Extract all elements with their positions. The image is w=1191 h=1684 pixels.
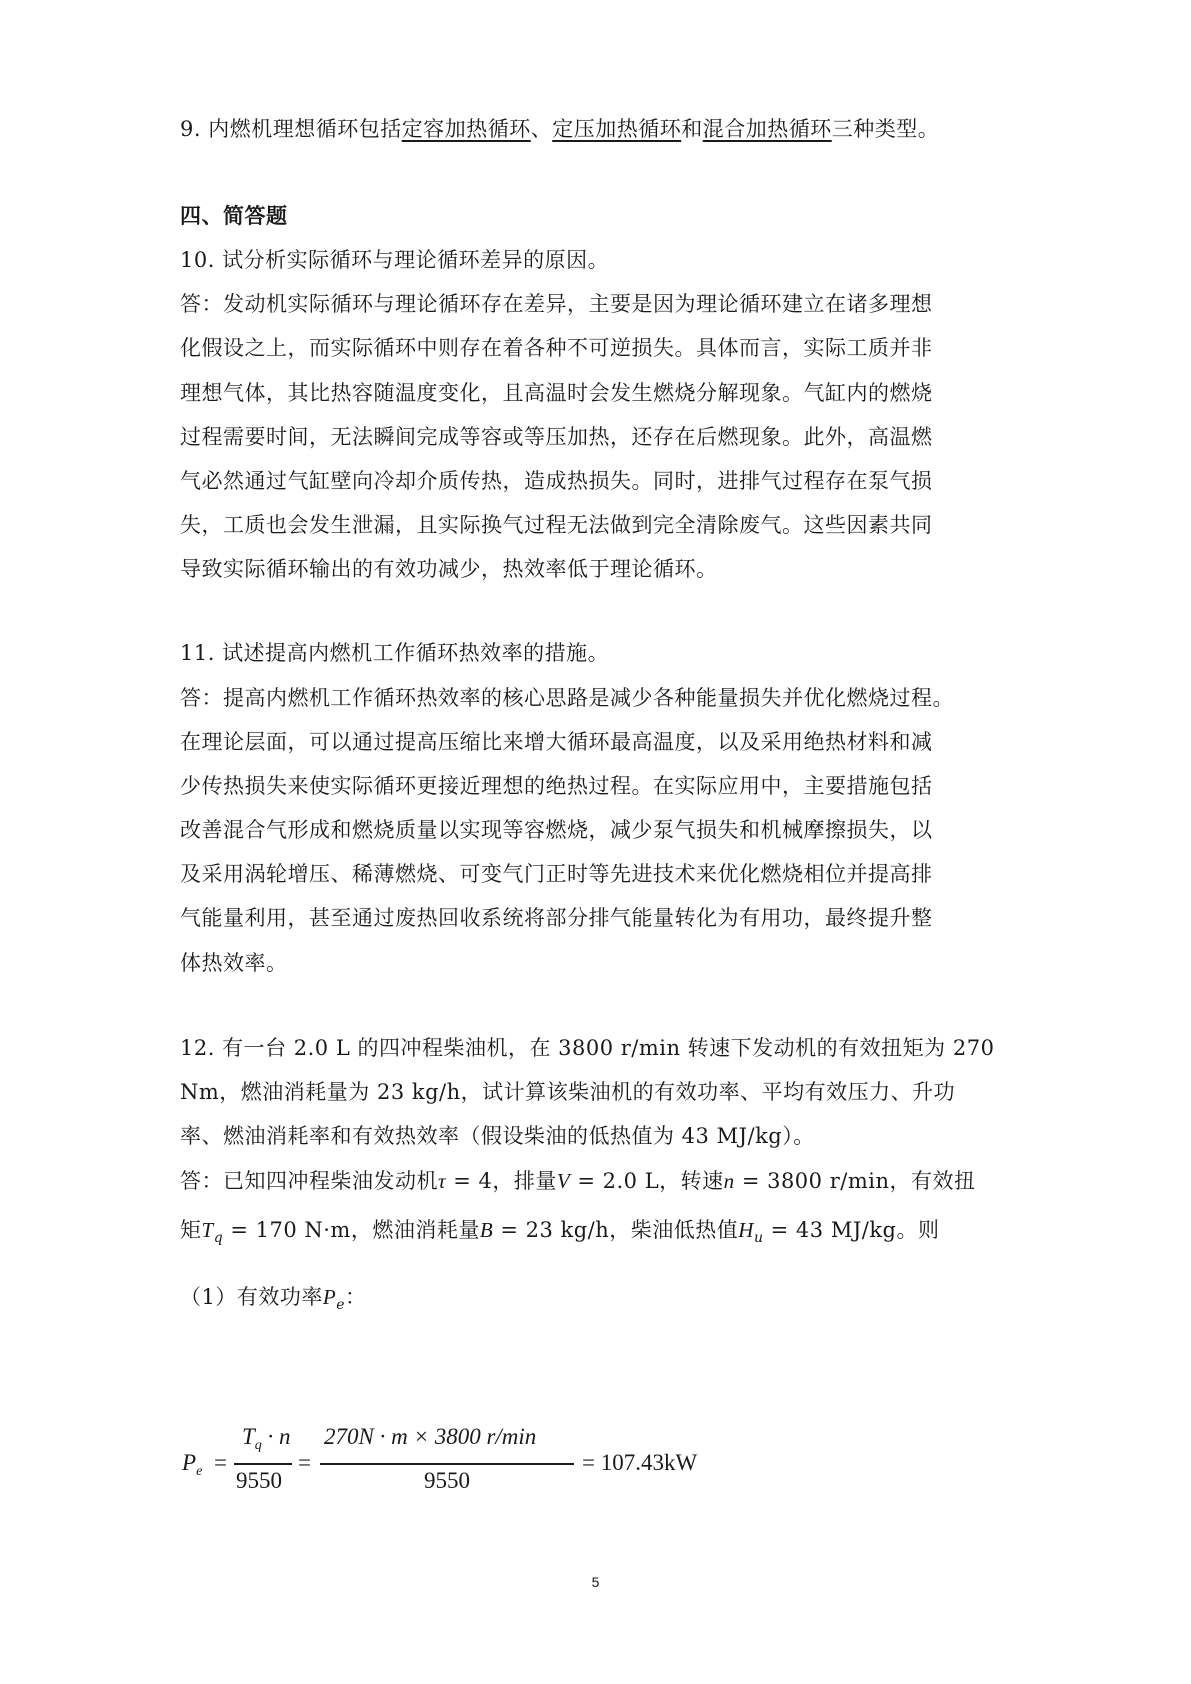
step-1-label xyxy=(180,1282,1040,1320)
item-9-answer-2: 定压加热循环 xyxy=(552,117,682,141)
answer-11-line: 体热效率。 xyxy=(180,951,288,975)
answer-11-line: 气能量利用，甚至通过废热回收系统将部分排气能量转化为有用功，最终提升整 xyxy=(180,906,933,930)
given-text: = 170 N·m，燃油消耗量 xyxy=(223,1218,480,1242)
item-9-suffix: 三种类型。 xyxy=(831,117,940,141)
formula-equals-2: = xyxy=(298,1450,311,1475)
answer-10-line: 气必然通过气缸壁向冷却介质传热，造成热损失。同时，进排气过程存在泵气损 xyxy=(180,469,933,493)
question-12-line: 12. 有一台 2.0 L 的四冲程柴油机，在 3800 r/min 转速下发动机的有效扭矩为 270 xyxy=(180,1036,995,1060)
item-9-answer-3: 混合加热循环 xyxy=(702,117,832,141)
section-heading: 四、简答题 xyxy=(180,204,288,228)
item-9 xyxy=(180,114,1040,144)
formula-n: · n xyxy=(261,1424,291,1449)
var-v: V xyxy=(556,1169,571,1193)
formula-numerator-1 xyxy=(242,1424,291,1454)
formula-numerator-2: 270N · m × 3800 r/min xyxy=(324,1424,537,1449)
question-11: 11. 试述提高内燃机工作循环热效率的措施。 xyxy=(180,641,610,665)
given-text: = 4，排量 xyxy=(446,1169,557,1193)
formula-equals-1: = xyxy=(214,1450,227,1475)
page-number: 5 xyxy=(591,1574,600,1590)
fraction-bar-1 xyxy=(234,1463,292,1465)
question-12-line: Nm，燃油消耗量为 23 kg/h，试计算该柴油机的有效功率、平均有效压力、升功 xyxy=(180,1080,956,1104)
answer-10-line: 化假设之上，而实际循环中则存在着各种不可逆损失。具体而言，实际工质并非 xyxy=(180,336,933,360)
formula-denominator-1: 9550 xyxy=(236,1468,282,1493)
step-1-text: （1）有效功率 xyxy=(180,1285,323,1309)
answer-10-line: 理想气体，其比热容随温度变化，且高温时会发生燃烧分解现象。气缸内的燃烧 xyxy=(180,381,933,405)
item-9-prefix: 9. 内燃机理想循环包括 xyxy=(180,117,402,141)
var-p-subscript: e xyxy=(336,1297,345,1313)
answer-11-line: 在理论层面，可以通过提高压缩比来增大循环最高温度，以及采用绝热材料和减 xyxy=(180,730,933,754)
var-p: P xyxy=(322,1285,337,1309)
formula-lhs xyxy=(182,1450,202,1480)
answer-10-line: 答：发动机实际循环与理论循环存在差异，主要是因为理论循环建立在诸多理想 xyxy=(180,292,933,316)
formula-lhs-subscript: e xyxy=(196,1464,203,1479)
answer-10-line: 导致实际循环输出的有效功减少，热效率低于理论循环。 xyxy=(180,557,718,581)
step-1-colon: ： xyxy=(345,1285,367,1309)
answer-11-line: 少传热损失来使实际循环更接近理想的绝热过程。在实际应用中，主要措施包括 xyxy=(180,774,933,798)
formula-t-subscript: q xyxy=(254,1438,262,1453)
given-line-1 xyxy=(180,1166,1040,1196)
answer-11-line: 及采用涡轮增压、稀薄燃烧、可变气门正时等先进技术来优化燃烧相位并提高排 xyxy=(180,862,933,886)
answer-11-line: 答：提高内燃机工作循环热效率的核心思路是减少各种能量损失并优化燃烧过程。 xyxy=(180,686,954,710)
question-12-line: 率、燃油消耗率和有效热效率（假设柴油的低热值为 43 MJ/kg）。 xyxy=(180,1124,815,1148)
item-9-sep-2: 和 xyxy=(681,117,703,141)
given-text: = 43 MJ/kg。则 xyxy=(763,1218,940,1242)
var-b: B xyxy=(479,1218,494,1242)
question-10: 10. 试分析实际循环与理论循环差异的原因。 xyxy=(180,248,610,272)
item-9-sep-1: 、 xyxy=(530,117,553,141)
answer-10-line: 过程需要时间，无法瞬间完成等容或等压加热，还存在后燃现象。此外，高温燃 xyxy=(180,425,933,449)
given-text: 答：已知四冲程柴油发动机 xyxy=(180,1169,438,1193)
given-text: 矩 xyxy=(180,1218,202,1242)
power-formula xyxy=(180,1424,800,1504)
var-n: n xyxy=(723,1169,735,1193)
answer-10-line: 失，工质也会发生泄漏，且实际换气过程无法做到完全清除废气。这些因素共同 xyxy=(180,513,933,537)
given-line-2 xyxy=(180,1215,1040,1253)
given-text: = 2.0 L，转速 xyxy=(570,1169,724,1193)
formula-lhs-symbol: P xyxy=(182,1450,197,1475)
formula-t: T xyxy=(242,1424,255,1449)
var-h-subscript: u xyxy=(753,1230,764,1246)
item-9-answer-1: 定容加热循环 xyxy=(401,117,531,141)
formula-denominator-2: 9550 xyxy=(424,1468,470,1493)
var-t: T xyxy=(201,1218,214,1242)
fraction-bar-2 xyxy=(320,1463,574,1465)
given-text: = 3800 r/min，有效扭 xyxy=(734,1169,976,1193)
var-t-subscript: q xyxy=(213,1230,224,1246)
formula-result: = 107.43kW xyxy=(582,1450,698,1475)
var-h: H xyxy=(738,1218,754,1242)
answer-11-line: 改善混合气形成和燃烧质量以实现等容燃烧，减少泵气损失和机械摩擦损失，以 xyxy=(180,818,933,842)
var-tau: τ xyxy=(438,1169,447,1193)
given-text: = 23 kg/h，柴油低热值 xyxy=(493,1218,739,1242)
